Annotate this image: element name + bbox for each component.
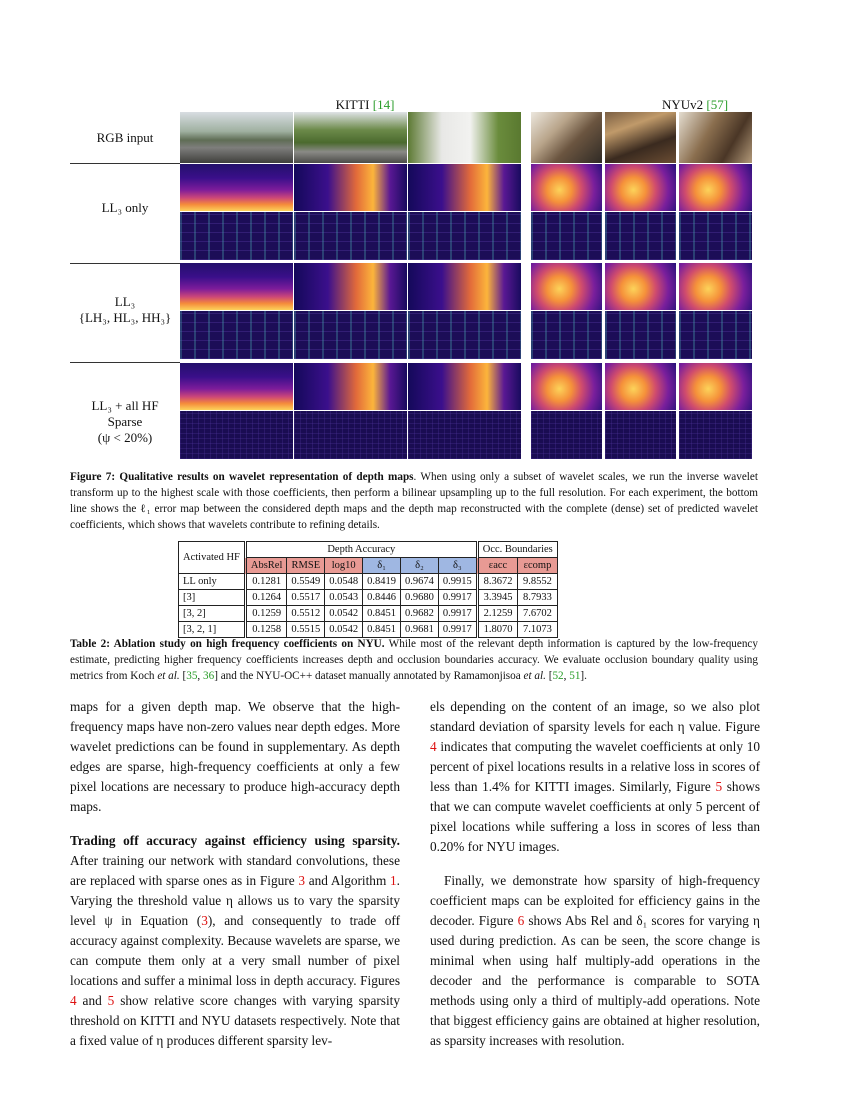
table-cell: 0.5517 (287, 590, 325, 606)
table-cell: 0.9680 (401, 590, 439, 606)
paragraph-text: maps for a given depth map. We observe that the high-frequency maps have non-zero values near depth edges. More wavelet predictions can be found in supplementary. As depth edges are sparse, high-frequency coefficients at only a few pixel locations are necessary to produce high-accuracy depth maps. (70, 699, 400, 814)
table-cell: 0.5515 (287, 622, 325, 638)
column-header: δ₂ (401, 558, 439, 574)
paragraph-text: shows Abs Rel and δ₁ scores for varying η used during prediction. As can be seen, the score change is minimal when using half multiply-add operations in the decoder and the performance is comparable to SOTA methods using only a third of multiply-add operations. Note that biggest efficiency gains are obtained at higher resolution, as sparsity increases with resolution. (430, 913, 760, 1048)
paragraph-text: . Varying the threshold value η allows us to vary the sparsity level ψ in Equation ( (70, 873, 400, 928)
table-cell: 0.0542 (325, 622, 363, 638)
paragraph-text: After training our network with standard convolutions, these are replaced with sparse ones as in Figure (70, 853, 400, 888)
column-header: RMSE (287, 558, 325, 574)
table-cell: 0.9917 (438, 606, 477, 622)
table-cell: 0.0543 (325, 590, 363, 606)
kitti-error-map (408, 311, 521, 359)
kitti-error-map (294, 311, 407, 359)
kitti-error-map (294, 212, 407, 260)
table-cell: 8.3672 (477, 574, 518, 590)
caption-text: and the NYU-OC++ dataset manually annotated by Ramamonjisoa (217, 670, 524, 682)
table-cell: 0.8419 (363, 574, 401, 590)
figure-link[interactable]: 3 (298, 873, 305, 888)
table-cell: 0.8446 (363, 590, 401, 606)
table-cell: 7.1073 (518, 622, 557, 638)
nyu-rgb-image-1 (531, 112, 602, 163)
paragraph (430, 871, 760, 1051)
table-cell: 0.5512 (287, 606, 325, 622)
nyu-depth-map (531, 363, 602, 410)
nyu-depth-map (605, 363, 676, 410)
table-header-depth-accuracy: Depth Accuracy (245, 542, 477, 558)
nyu-error-map (531, 411, 602, 459)
caption-text: et al. (523, 670, 546, 682)
kitti-depth-map (180, 263, 293, 310)
paragraph (430, 697, 760, 857)
row-label-rgb (70, 130, 180, 146)
row-divider (70, 263, 180, 264)
table-2-caption: Table 2: Ablation study on high frequency coefficients on NYU. While most of the relevant depth information is captured by the low-frequency estimate, predicting higher frequency coefficients increases depth and occlusion boundaries accuracy. We evaluate occlusion boundary quality using metrics from Koch et al. [35, 36] and the NYU-OC++ dataset manually annotated by Ramamonjisoa et al. [52, 51]. (70, 638, 758, 682)
row-label-text: RGB input (96, 130, 154, 145)
caption-text: et al. (157, 670, 180, 682)
kitti-depth-map (294, 164, 407, 211)
row-label-text: LL₃ + all HF (91, 398, 159, 413)
kitti-error-map (294, 411, 407, 459)
kitti-depth-map (180, 363, 293, 410)
column-header: AbsRel (245, 558, 287, 574)
column-header: εacc (477, 558, 518, 574)
table-row (179, 574, 558, 590)
table-header-occ-boundaries: Occ. Boundaries (477, 542, 557, 558)
column-header: εcomp (518, 558, 557, 574)
table-cell: 0.5549 (287, 574, 325, 590)
figure-link[interactable]: 4 (430, 739, 437, 754)
row-label-text: {LH₃, HL₃, HH₃} (78, 310, 172, 325)
nyu-depth-map (605, 263, 676, 310)
nyu-depth-map (679, 263, 752, 310)
paragraph (70, 831, 400, 1051)
table-cell: 3.3945 (477, 590, 518, 606)
row-label-text: (ψ < 20%) (97, 430, 153, 445)
paragraph (70, 697, 400, 817)
kitti-rgb-image-1 (180, 112, 293, 163)
nyu-error-map (605, 311, 676, 359)
figure-link[interactable]: 6 (517, 913, 525, 928)
algorithm-link[interactable]: 1 (390, 873, 397, 888)
table-cell: 0.1258 (245, 622, 287, 638)
row-label: [3] (179, 590, 246, 606)
row-divider (70, 163, 180, 164)
row-label-ll3-hf3 (70, 294, 180, 326)
nyu-depth-map (531, 164, 602, 211)
row-label-text: Sparse (107, 414, 143, 429)
table-cell: 2.1259 (477, 606, 518, 622)
equation-link[interactable]: 3 (201, 913, 208, 928)
table-cell: 0.8451 (363, 622, 401, 638)
caption-label: Table 2: Ablation study on high frequency coefficients on NYU. (70, 638, 385, 650)
nyu-rgb-image-3 (679, 112, 752, 163)
kitti-depth-map (408, 263, 521, 310)
table-cell: 0.8451 (363, 606, 401, 622)
nyu-error-map (531, 212, 602, 260)
figure-link[interactable]: 5 (107, 993, 115, 1008)
table-cell: 0.0542 (325, 606, 363, 622)
paragraph-text: indicates that computing the wavelet coefficients at only 10 percent of pixel locations results in a relative loss in scores of less than 1.4% for KITTI images. Similarly, Figure (430, 739, 760, 794)
kitti-error-map (408, 411, 521, 459)
column-header: log10 (325, 558, 363, 574)
row-label-text: LL₃ (114, 294, 136, 309)
kitti-error-map (180, 212, 293, 260)
row-divider (70, 362, 180, 363)
nyu-error-map (679, 311, 752, 359)
citation-link: [57] (706, 97, 729, 112)
paragraph-text: ), and consequently to trade off accuracy against complexity. Because wavelets are sparse, we can compute them only at a very small number of pixel locations and suffer a minimal loss in depth accuracy. Figures (70, 913, 400, 988)
paragraph-heading: Trading off accuracy against efficiency using sparsity. (70, 833, 400, 848)
paragraph-text: and (76, 993, 108, 1008)
nyu-error-map (605, 212, 676, 260)
nyu-depth-map (679, 363, 752, 410)
caption-text: While most of the relevant depth information is captured by the low-frequency estimate, predicting higher frequency coefficients increases depth and occlusion boundaries accuracy. We evaluate occlusion boundary quality using metrics from Koch (70, 638, 758, 682)
table-header-activated-hf: Activated HF (179, 542, 246, 574)
column-header: δ₁ (363, 558, 401, 574)
nyu-error-map (679, 212, 752, 260)
kitti-error-map (408, 212, 521, 260)
paragraph-text: shows that we can compute wavelet coefficients at only 5 percent of pixel locations while suffering a loss in scores of less than 0.20% for NYU images. (430, 779, 760, 854)
table-row (179, 606, 558, 622)
table-cell: 0.1281 (245, 574, 287, 590)
paragraph-text: els depending on the content of an image, so we also plot standard deviation of sparsity levels for each η value. Figure (430, 699, 760, 734)
citation-link: [14] (372, 97, 395, 112)
column-title-text: NYUv2 (661, 97, 704, 112)
left-column (70, 697, 400, 1065)
row-label-all-hf (70, 398, 180, 446)
nyu-error-map (605, 411, 676, 459)
table-row (179, 590, 558, 606)
nyu-error-map (531, 311, 602, 359)
table-cell: 0.9917 (438, 590, 477, 606)
figure-7 (70, 97, 755, 462)
citation-link[interactable]: 35 (186, 670, 198, 682)
nyu-depth-map (605, 164, 676, 211)
citation-link[interactable]: 51 (569, 670, 581, 682)
caption-text: . When using only a subset of wavelet scales, we run the inverse wavelet transform up to the highest scale with those coefficients, then perform a bilinear upsampling up to the full resolution. For each experiment, the bottom line shows the ℓ₁ error map between the considered depth maps and the depth map reconstructed with the complete (dense) set of predicted wavelet coefficients, which shows that wavelets contribute to refining details. (70, 471, 758, 531)
table-cell: 0.0548 (325, 574, 363, 590)
kitti-depth-map (294, 363, 407, 410)
table-cell: 0.9915 (438, 574, 477, 590)
figure-link[interactable]: 5 (715, 779, 723, 794)
table-cell: 0.1264 (245, 590, 287, 606)
figure-7-caption (70, 469, 758, 533)
row-label: [3, 2, 1] (179, 622, 246, 638)
table-cell: 0.9674 (401, 574, 439, 590)
paragraph-text: Finally, we demonstrate how sparsity of high-frequency coefficient maps can be exploited for efficiency gains in the decoder. Figure (430, 873, 760, 928)
table-cell: 9.8552 (518, 574, 557, 590)
paragraph-text: show relative score changes with varying sparsity threshold on KITTI and NYU datasets respectively. Note that a fixed value of η produces different sparsity lev- (70, 993, 400, 1048)
table-cell: 8.7933 (518, 590, 557, 606)
column-title-nyu (640, 97, 750, 113)
kitti-error-map (180, 311, 293, 359)
paragraph-text: and Algorithm (305, 873, 391, 888)
kitti-depth-map (408, 164, 521, 211)
table-cell: 0.9682 (401, 606, 439, 622)
nyu-error-map (679, 411, 752, 459)
row-label: LL only (179, 574, 246, 590)
kitti-error-map (180, 411, 293, 459)
table-cell: 0.9681 (401, 622, 439, 638)
right-column (430, 697, 760, 1065)
column-title-text: KITTI (335, 97, 370, 112)
table-cell: 0.1259 (245, 606, 287, 622)
table-cell: 1.8070 (477, 622, 518, 638)
table-cell: 0.9917 (438, 622, 477, 638)
kitti-depth-map (180, 164, 293, 211)
kitti-depth-map (294, 263, 407, 310)
row-label-text: LL₃ only (101, 200, 149, 215)
column-title-kitti (300, 97, 430, 113)
ablation-table (178, 541, 558, 638)
nyu-depth-map (531, 263, 602, 310)
citation-link[interactable]: 36 (203, 670, 215, 682)
nyu-rgb-image-2 (605, 112, 676, 163)
kitti-rgb-image-2 (294, 112, 407, 163)
row-label-ll3 (70, 200, 180, 216)
column-header: δ₃ (438, 558, 477, 574)
citation-link[interactable]: 52 (552, 670, 564, 682)
row-label: [3, 2] (179, 606, 246, 622)
kitti-rgb-image-3 (408, 112, 521, 163)
kitti-depth-map (408, 363, 521, 410)
table-cell: 7.6702 (518, 606, 557, 622)
caption-label: Figure 7: Qualitative results on wavelet representation of depth maps (70, 471, 414, 483)
figure-link[interactable]: 4 (70, 993, 77, 1008)
nyu-depth-map (679, 164, 752, 211)
